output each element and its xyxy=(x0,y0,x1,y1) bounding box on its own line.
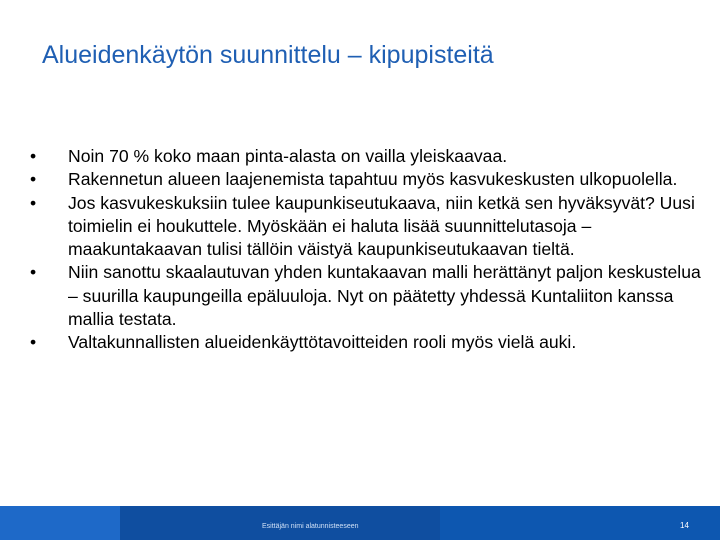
bullet-item xyxy=(30,261,706,331)
footer-presenter-text: Esittäjän nimi alatunnisteeseen xyxy=(262,523,359,530)
bullet-icon: • xyxy=(30,146,37,166)
footer-accent xyxy=(0,506,120,540)
footer-bar xyxy=(0,506,720,540)
bullet-item xyxy=(30,168,706,191)
footer-accent-right xyxy=(440,506,720,540)
bullet-icon: • xyxy=(30,169,37,190)
slide-title: Alueidenkäytön suunnittelu – kipupisteitä xyxy=(42,41,494,69)
page-number: 14 xyxy=(680,521,689,530)
bullet-item xyxy=(30,331,706,354)
bullet-text: Noin 70 % koko maan pinta-alasta on vailla yleiskaavaa. xyxy=(68,146,508,166)
bullet-text: Rakennetun alueen laajenemista tapahtuu myös kasvukeskusten ulkopuolella. xyxy=(68,169,678,190)
bullet-text: Niin sanottu skaalautuvan yhden kuntakaavan malli herättänyt paljon keskustelua – suurilla kaupungeilla epäluuloja. Nyt on päätetty yhdessä Kuntaliiton kanssa mallia testata. xyxy=(68,262,701,330)
bullet-item xyxy=(30,145,706,168)
bullet-icon: • xyxy=(30,192,37,213)
bullet-text: Jos kasvukeskuksiin tulee kaupunkiseutukaava, niin ketkä sen hyväksyvät? Uusi toimielin ei houkuttele. Myöskään ei haluta lisää suunnittelutasoja – maakuntakaavan tulisi tällöin väistyä kaupunkiseutukaavan tieltä. xyxy=(68,192,695,260)
bullet-icon: • xyxy=(30,262,37,283)
bullet-item xyxy=(30,192,706,262)
bullet-icon: • xyxy=(30,332,37,353)
bullet-text: Valtakunnallisten alueidenkäyttötavoitteiden rooli myös vielä auki. xyxy=(68,332,577,353)
bullet-list xyxy=(30,145,706,355)
